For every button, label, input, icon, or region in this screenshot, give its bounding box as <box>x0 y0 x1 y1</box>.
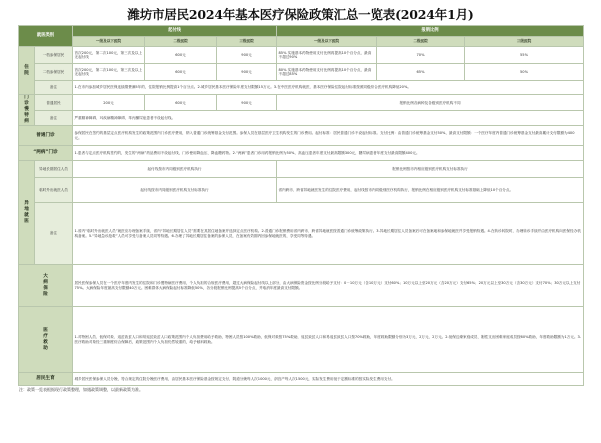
deductible-cell: 600元 <box>145 64 217 81</box>
remarks-label: 备注 <box>35 203 73 265</box>
category-medical-aid: 医疗救助 <box>19 307 73 373</box>
deductible-cell: 起付线按市内同级别医疗机构执行 <box>73 161 277 178</box>
policy-table <box>18 25 584 386</box>
deductible-cell: 600元 <box>145 47 217 64</box>
deductible-cell: 900元 <box>217 95 277 111</box>
table-row <box>19 111 584 126</box>
rate-cell: 80% 实施基本药物使用支付比例再提高10个百分点，最高不超过85% <box>277 64 377 81</box>
category-two-disease: “两病”门诊 <box>19 146 73 161</box>
deductible-cell: 首次200元，第二次100元，第三次及以上无起付线 <box>73 47 145 64</box>
policy-text: 城乡居民医保参保人员分娩，符合规定的住院分娩医疗费用，由居民基本医疗保险基金按规定支付，阴道分娩每人次1000元、剖宫产每人次1500元，实际发生费用低于定额标准的按实际发生费用支付。 <box>73 373 584 386</box>
table-row <box>19 146 584 161</box>
category-inpatient: 住院 <box>19 47 35 95</box>
deductible-cell: 600元 <box>145 95 217 111</box>
rate-cell: 65% <box>377 64 465 81</box>
rate-cell: 55% <box>465 47 584 64</box>
tier-label: 二档参保居民 <box>35 64 73 81</box>
category-critical-illness: 大病保险 <box>19 265 73 307</box>
table-row <box>19 178 584 203</box>
remarks-text: 严重精神障碍、耳疾病精神障碍、苯丙酮尿症患者不设起付线。 <box>73 111 584 126</box>
remarks-label: 备注 <box>35 111 73 126</box>
page-title: 潍坊市居民2024年基本医疗保险政策汇总一览表(2024年1月) <box>127 7 474 22</box>
policy-text: 参保居民在签约的基层定点医疗机构发生的政策范围内门诊医疗费用，纳入普通门诊统筹基金支付范围。参保人员在基层医疗卫生机构发生的门诊费用。起付标准：居民普通门诊不设起付标准。支付比例：由普通门诊统筹基金支付50%，最高支付限额：一个医疗年度内普通门诊统筹基金支付最高累计支付限额为400元。 <box>73 126 584 146</box>
remarks-label: 备注 <box>35 81 73 95</box>
table-row <box>19 161 584 178</box>
header-row <box>19 26 584 37</box>
header-level: 二级医院 <box>145 37 217 47</box>
table-row <box>19 265 584 307</box>
header-category: 就医类别 <box>19 26 73 47</box>
policy-text: 1.患者与定点医疗机构签约的，发生的“两病”药品费用不设起付线，门诊使用降血压、降血糖药物。2.“两病”患者门诊用药报销比例为50%，高血压患者年度支付最高限额300元，糖尿病患者年度支付最高限额400元。 <box>73 146 584 161</box>
table-row <box>19 64 584 81</box>
policy-text: 1.对特困人员、低保对象、返贫致贫人口和易返贫致贫人口政策范围内个人负担费用给予救助，特困人员按100%救助，低保对象按75%救助，返贫致贫人口和易返贫致贫人口按70%救助，年度救助限额分别为3万元、2万元、2万元。2.低保边缘家庭成员、刚性支出困难家庭成员按60%救助，年度救助限额为1万元。3.医疗救助对象经三重制度综合保障后，政策范围内个人负担仍然较重的，给予倾斜救助。 <box>73 307 584 373</box>
policy-text: 居民医保参保人员在一个医疗年度内发生的住院和门诊慢特病医疗费用，个人负担的合规医疗费用，超过大病保险起付线以上部分，由大病保险资金按比例分段给予支付：0－10万元（含10万元）支付60%；10万元以上至20万元（含20万元）支付65%；20万元以上至30万元（含30万元）支付70%；30万元以上支付75%。大病保险年度最高支付限额40万元。困难群体大病保险起付标准降低50%，各分段报销比例提高5个百分点，并取消年度最高支付限额。 <box>73 265 584 307</box>
header-level: 一级及以下医院 <box>73 37 145 47</box>
rate-cell: 50% <box>465 64 584 81</box>
tier-label: 临时外出就医人员 <box>35 178 73 203</box>
footnote: 注：政策一览表根据现行政策整理，如遇政策调整，以最新政策为准。 <box>19 387 143 392</box>
header-reimbursement: 报销比例 <box>277 26 584 37</box>
rate-cell: 报销比例按市内相应级别医疗机构支付标准执行 <box>277 161 584 178</box>
deductible-cell: 900元 <box>217 47 277 64</box>
table-row <box>19 307 584 373</box>
header-level: 二级医院 <box>377 37 465 47</box>
header-level: 三级医院 <box>465 37 584 47</box>
tier-label: 一档参保居民 <box>35 47 73 64</box>
table-row <box>19 81 584 95</box>
table-row <box>19 95 584 111</box>
table-row <box>19 47 584 64</box>
header-level: 三级医院 <box>217 37 277 47</box>
table-row <box>19 373 584 386</box>
deductible-cell: 首次200元，第二次100元，第三次及以上无起付线 <box>73 64 145 81</box>
rate-cell: 70% <box>377 47 465 64</box>
tier-label: 普通居民 <box>35 95 73 111</box>
table-row <box>19 203 584 265</box>
remarks-text: 1.在市内参加城乡居民医保连续缴费满5年的，住院报销比例提高1个百分点。2.城乡居民基本医疗保险年度支付限额15万元。3.在中医医疗机构就医，基本医疗保险住院起付标准按照同级综合医疗机构降低20%。 <box>73 81 584 95</box>
category-general-outpatient: 普通门诊 <box>19 126 73 146</box>
rate-cell: 85% 实施基本药物使用支付比例再提高10个百分点，最高不超过90% <box>277 47 377 64</box>
category-outpatient-chronic: 门诊慢特病 <box>19 95 35 126</box>
deductible-cell: 起付线按市内同级别医疗机构支付标准执行 <box>73 178 277 203</box>
remarks-text: 1.省内“临时外出就医人员”就医应办理备案手续，省内“异地长期居住人员”需要在其居住地备案并选择定点医疗机构。2.普通门诊报销费用省内跨市、跨省异地就医按普通门诊统筹政策执行。3.异地长期居住人员备案后可在备案地和参保地就医并享受报销待遇。4.在转诊转院时，办理转诊手续并由医疗机构向医保经办机构备案。5.“异地急诊抢救”人员可享受与备案人员同等待遇。6.办理了异地长期居住备案的参保人员，在备案有效期内回参保地就医的，享受同等待遇。 <box>73 203 584 265</box>
rate-cell: 报销比例各病种及各级别医疗机构不同 <box>277 95 584 111</box>
deductible-cell: 900元 <box>217 64 277 81</box>
header-deductible: 起付线 <box>73 26 277 37</box>
rate-cell: 省内跨市、跨省异地就医发生的住院医疗费用，起付线按市内同级别医疗机构执行，报销比例在相应级别医疗机构支付标准基础上降低10个百分点。 <box>277 178 584 203</box>
category-offsite: 异地就医 <box>19 161 35 265</box>
tier-label: 异地长期居住人员 <box>35 161 73 178</box>
header-levels-row <box>19 37 584 47</box>
table-row <box>19 126 584 146</box>
category-maternity: 居民生育 <box>19 373 73 386</box>
header-level: 一级及以下医院 <box>277 37 377 47</box>
deductible-cell: 200元 <box>73 95 145 111</box>
